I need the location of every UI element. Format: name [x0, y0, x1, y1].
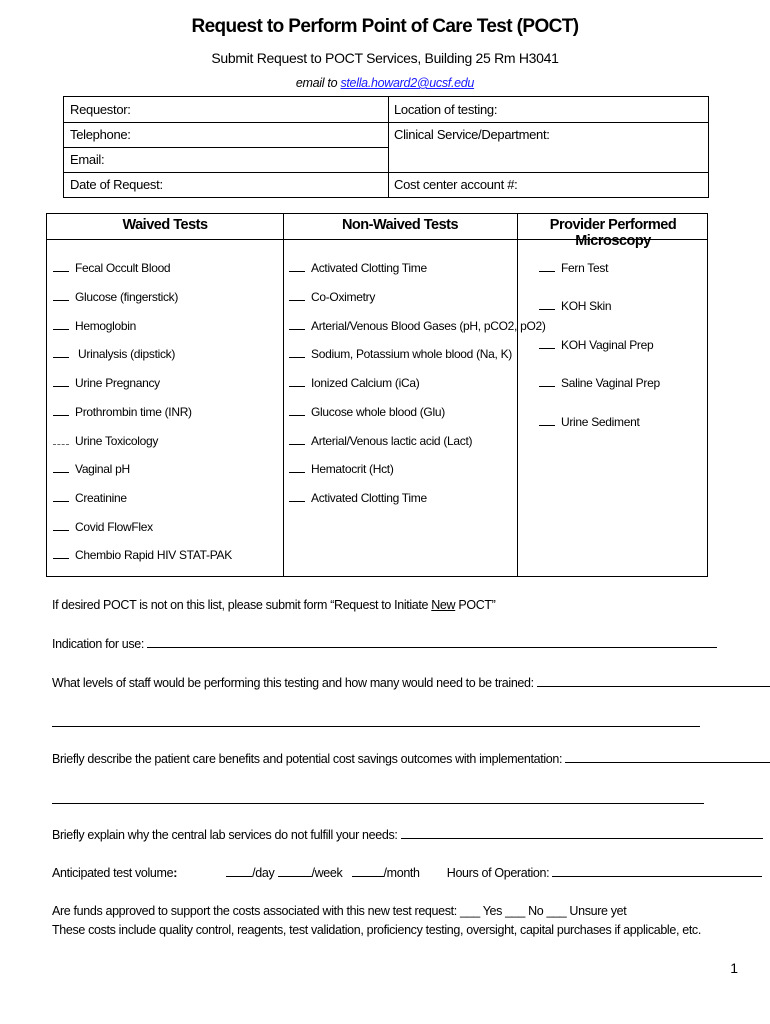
nonwaived-test-label: Sodium, Potassium whole blood (Na, K) — [311, 347, 512, 361]
month-label: /month — [383, 866, 420, 880]
email-prefix: email to — [295, 76, 341, 90]
ppm-test-item — [539, 338, 653, 352]
week-label: /week — [311, 866, 343, 880]
not-on-list-end: POCT” — [455, 598, 496, 612]
waived-checkbox-blank[interactable] — [53, 261, 69, 272]
ppm-test-label: Fern Test — [561, 261, 609, 275]
nonwaived-test-item — [289, 434, 472, 448]
waived-test-item — [53, 462, 130, 476]
email-label: Email: — [70, 152, 105, 167]
volume-row — [52, 866, 762, 880]
ppm-test-item — [539, 376, 660, 390]
waived-test-item — [53, 520, 153, 534]
staff-field-2[interactable] — [52, 716, 700, 727]
nonwaived-test-item — [289, 290, 375, 304]
page-title: Request to Perform Point of Care Test (POCT) — [191, 16, 579, 37]
ppm-test-label: Urine Sediment — [561, 415, 640, 429]
nonwaived-test-label: Arterial/Venous Blood Gases (pH, pCO2, pO2) — [311, 319, 546, 333]
email-link[interactable]: stella.howard2@ucsf.edu — [340, 76, 475, 90]
indication-field[interactable] — [147, 637, 717, 648]
waived-test-item — [53, 376, 160, 390]
telephone-label: Telephone: — [70, 127, 131, 142]
nonwaived-test-label: Hematocrit (Hct) — [311, 462, 394, 476]
nonwaived-test-item — [289, 347, 512, 361]
waived-checkbox-blank[interactable] — [53, 405, 69, 416]
waived-checkbox-blank[interactable] — [53, 548, 69, 559]
waived-test-item — [53, 319, 136, 333]
waived-test-label: Fecal Occult Blood — [75, 261, 171, 275]
staff-row — [52, 676, 770, 690]
nonwaived-test-item — [289, 491, 427, 505]
nonwaived-test-label: Co-Oximetry — [311, 290, 376, 304]
not-on-list-text: If desired POCT is not on this list, please submit form “Request to Initiate — [52, 598, 432, 612]
hours-field[interactable] — [552, 866, 762, 877]
hours-label: Hours of Operation: — [446, 866, 553, 880]
staff-line-2 — [52, 716, 700, 730]
costs-note: These costs include quality control, reagents, test validation, proficiency testing, oversight, capital purchases if applicable, etc. — [52, 923, 701, 937]
benefits-field-2[interactable] — [52, 793, 704, 804]
nonwaived-test-label: Glucose whole blood (Glu) — [311, 405, 445, 419]
waived-test-label: Covid FlowFlex — [75, 520, 153, 534]
waived-checkbox-blank[interactable] — [53, 319, 69, 330]
waived-test-label: Urine Pregnancy — [75, 376, 160, 390]
waived-test-item — [53, 548, 232, 562]
ppm-test-item — [539, 261, 608, 275]
nonwaived-test-item — [289, 261, 427, 275]
waived-test-item — [53, 261, 170, 275]
nonwaived-checkbox-blank[interactable] — [289, 434, 305, 445]
page-subtitle: Submit Request to POCT Services, Building 25 Rm H3041 — [211, 50, 559, 66]
waived-test-label: Hemoglobin — [75, 319, 137, 333]
ppm-test-item — [539, 299, 611, 313]
waived-test-label: Chembio Rapid HIV STAT-PAK — [75, 548, 232, 562]
waived-test-item — [53, 347, 175, 361]
benefits-field[interactable] — [565, 752, 770, 763]
ppm-checkbox-blank[interactable] — [539, 376, 555, 387]
indication-label: Indication for use: — [52, 637, 148, 651]
staff-label: What levels of staff would be performing this testing and how many would need to be trained: — [52, 676, 537, 690]
cost-center-label: Cost center account #: — [394, 177, 518, 192]
waived-test-label: Urinalysis (dipstick) — [75, 347, 176, 361]
nonwaived-checkbox-blank[interactable] — [289, 462, 305, 473]
waived-test-item — [53, 290, 178, 304]
staff-field[interactable] — [537, 676, 770, 687]
requestor-label: Requestor: — [70, 102, 131, 117]
nonwaived-checkbox-blank[interactable] — [289, 405, 305, 416]
ppm-test-label: KOH Vaginal Prep — [561, 338, 654, 352]
waived-checkbox-blank[interactable] — [53, 347, 69, 358]
waived-header: Waived Tests — [122, 217, 208, 233]
central-label: Briefly explain why the central lab services do not fulfill your needs: — [52, 828, 401, 842]
month-field[interactable] — [352, 866, 384, 877]
nonwaived-checkbox-blank[interactable] — [289, 347, 305, 358]
indication-row — [52, 637, 717, 651]
funds-question: Are funds approved to support the costs associated with this new test request: ___ Yes ___ No ___ Unsure yet — [52, 904, 627, 918]
ppm-test-item — [539, 415, 640, 429]
waived-test-label: Prothrombin time (INR) — [75, 405, 192, 419]
waived-checkbox-blank[interactable] — [53, 434, 69, 445]
not-on-list-note — [52, 598, 495, 612]
email-line — [0, 76, 770, 90]
benefits-row — [52, 752, 770, 766]
waived-test-label: Creatinine — [75, 491, 127, 505]
page-number: 1 — [730, 960, 738, 976]
nonwaived-checkbox-blank[interactable] — [289, 376, 305, 387]
waived-checkbox-blank[interactable] — [53, 491, 69, 502]
central-row — [52, 828, 763, 842]
new-word: New — [431, 598, 456, 612]
volume-colon: : — [173, 866, 178, 880]
nonwaived-checkbox-blank[interactable] — [289, 290, 305, 301]
ppm-test-label: Saline Vaginal Prep — [561, 376, 660, 390]
waived-checkbox-blank[interactable] — [53, 520, 69, 531]
nonwaived-checkbox-blank[interactable] — [289, 319, 305, 330]
benefits-line-2 — [52, 793, 704, 807]
waived-checkbox-blank[interactable] — [53, 376, 69, 387]
ppm-checkbox-blank[interactable] — [539, 299, 555, 310]
nonwaived-test-item — [289, 405, 445, 419]
waived-checkbox-blank[interactable] — [53, 462, 69, 473]
waived-test-item — [53, 491, 127, 505]
clinical-service-label: Clinical Service/Department: — [394, 127, 550, 142]
nonwaived-test-item — [289, 319, 546, 333]
ppm-checkbox-blank[interactable] — [539, 261, 555, 272]
nonwaived-test-label: Activated Clotting Time — [311, 261, 427, 275]
waived-test-label: Vaginal pH — [75, 462, 130, 476]
waived-test-item — [53, 434, 158, 448]
nonwaived-test-item — [289, 376, 419, 390]
day-field[interactable] — [226, 866, 252, 877]
date-label: Date of Request: — [70, 177, 163, 192]
ppm-checkbox-blank[interactable] — [539, 338, 555, 349]
nonwaived-header: Non-Waived Tests — [341, 217, 459, 233]
nonwaived-test-label: Arterial/Venous lactic acid (Lact) — [311, 434, 473, 448]
ppm-test-label: KOH Skin — [561, 299, 612, 313]
central-field[interactable] — [401, 828, 763, 839]
location-label: Location of testing: — [394, 102, 498, 117]
ppm-checkbox-blank[interactable] — [539, 415, 555, 426]
ppm-header: Provider Performed Microscopy — [549, 217, 677, 249]
waived-test-label: Glucose (fingerstick) — [75, 290, 179, 304]
nonwaived-test-label: Activated Clotting Time — [311, 491, 427, 505]
nonwaived-test-item — [289, 462, 394, 476]
waived-checkbox-blank[interactable] — [53, 290, 69, 301]
tests-table — [46, 213, 708, 577]
day-label: /day — [252, 866, 275, 880]
volume-label: Anticipated test volume — [52, 866, 174, 880]
benefits-label: Briefly describe the patient care benefits and potential cost savings outcomes with implementation: — [52, 752, 566, 766]
waived-test-item — [53, 405, 192, 419]
nonwaived-checkbox-blank[interactable] — [289, 261, 305, 272]
waived-test-label: Urine Toxicology — [75, 434, 159, 448]
week-field[interactable] — [278, 866, 312, 877]
nonwaived-test-label: Ionized Calcium (iCa) — [311, 376, 420, 390]
nonwaived-checkbox-blank[interactable] — [289, 491, 305, 502]
requestor-info-table — [63, 96, 709, 198]
